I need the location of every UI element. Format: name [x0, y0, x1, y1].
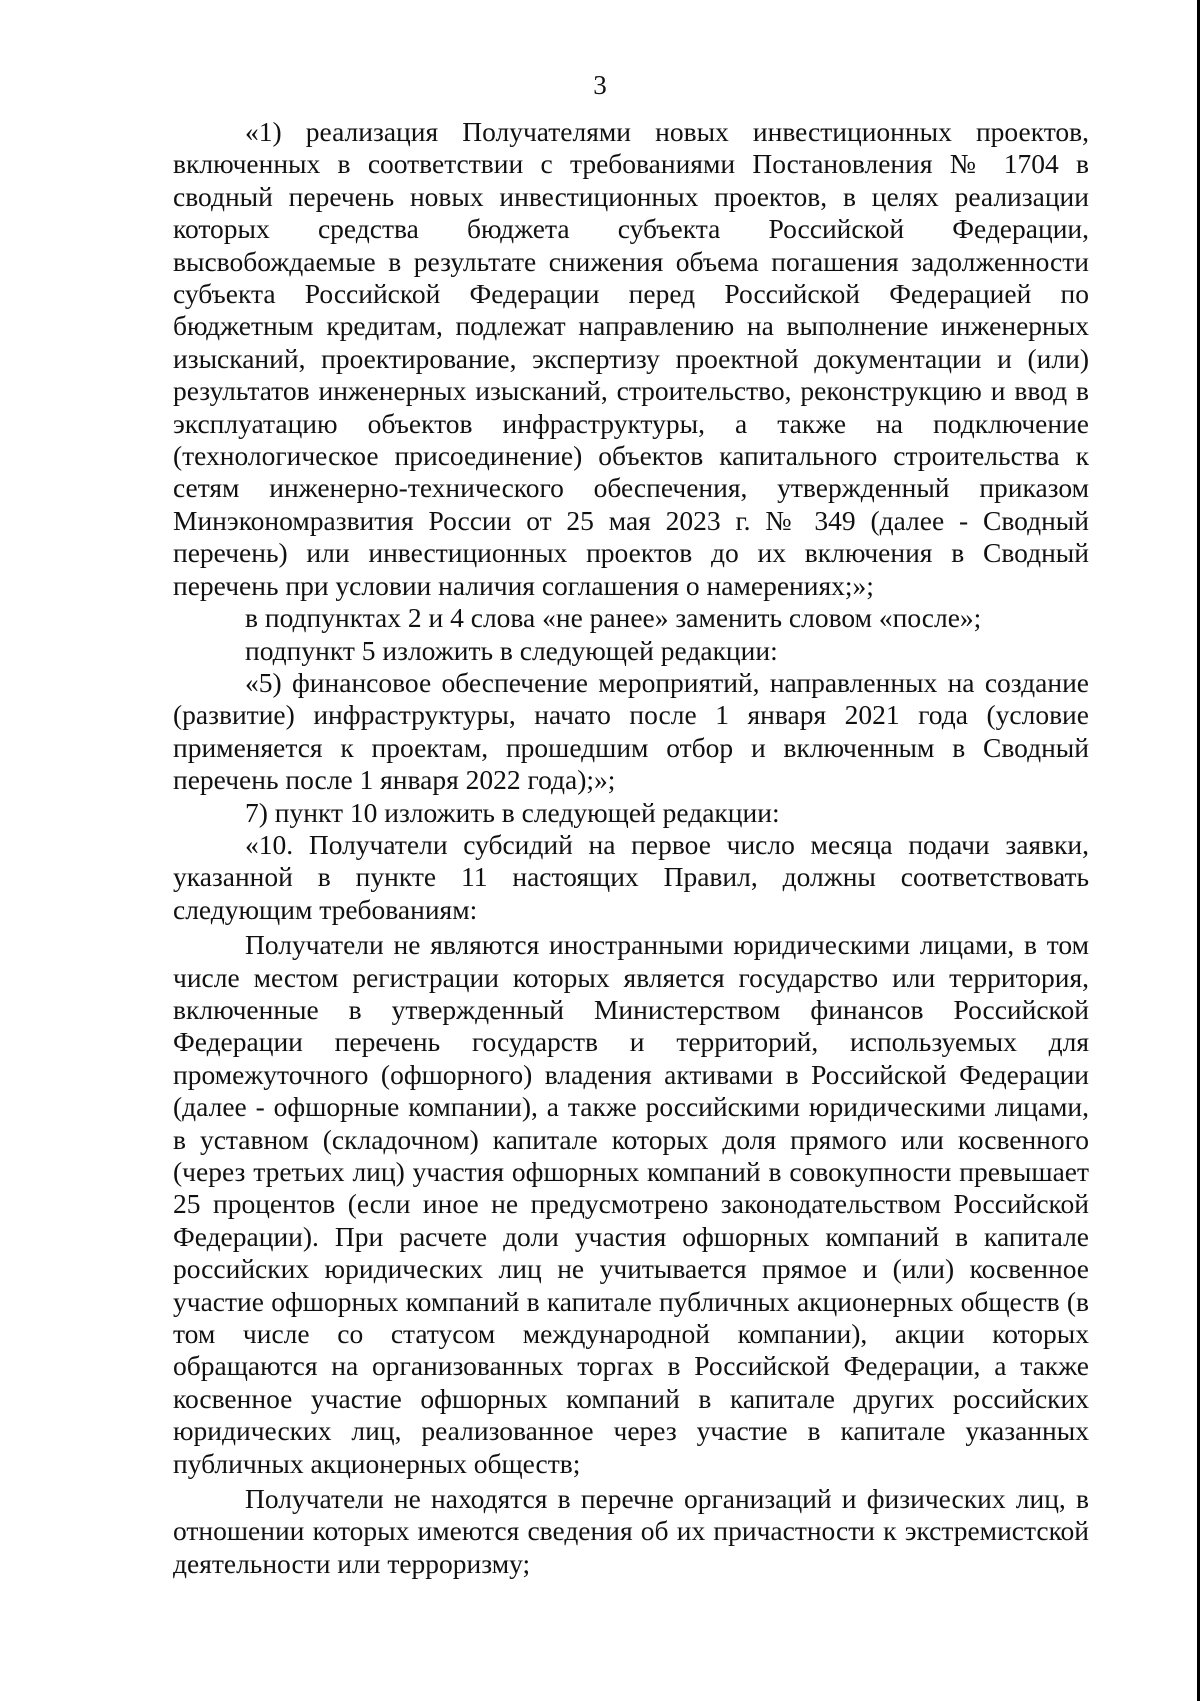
paragraph-point-10-intro: 7) пункт 10 изложить в следующей редакции:: [245, 796, 780, 828]
paragraph-subpoint-5-intro: подпункт 5 изложить в следующей редакции:: [245, 634, 778, 666]
paragraph-extremism-requirement: Получатели не находятся в перечне организаций и физических лиц, в отношении которых имеются сведения об их причастности к экстремистской деятельности или терроризму;: [173, 1483, 1089, 1579]
paragraph-subpoints-2-4: в подпунктах 2 и 4 слова «не ранее» заменить словом «после»;: [245, 602, 982, 634]
page-number: 3: [593, 70, 607, 100]
paragraph-subpoint-1: «1) реализация Получателями новых инвестиционных проектов, включенных в соответствии с требованиями Постановления № 1704 в сводный перечень новых инвестиционных проектов, в целях реализации которых средства бюджета субъекта Российской Федерации, высвобождаемые в результате снижения объема погашения задолженности субъекта Российской Федерации перед Российской Федерацией по бюджетным кредитам, подлежат направлению на выполнение инженерных изысканий, проектирование, экспертизу проектной документации и (или) результатов инженерных изысканий, строительство, реконструкцию и ввод в эксплуатацию объектов инфраструктуры, а также на подключение (технологическое присоединение) объектов капитального строительства к сетям инженерно-технического обеспечения, утвержденный приказом Минэкономразвития России от 25 мая 2023 г. № 349 (далее - Сводный перечень) или инвестиционных проектов до их включения в Сводный перечень при условии наличия соглашения о намерениях;»;: [173, 116, 1089, 601]
paragraph-offshore-requirement: Получатели не являются иностранными юридическими лицами, в том числе местом регистрации которых является государство или территория, включенные в утвержденный Министерством финансов Российской Федерации перечень государств и территорий, используемых для промежуточного (офшорного) владения активами в Российской Федерации (далее - офшорные компании), а также российскими юридическими лицами, в уставном (складочном) капитале которых доля прямого или косвенного (через третьих лиц) участия офшорных компаний в совокупности превышает 25 процентов (если иное не предусмотрено законодательством Российской Федерации). При расчете доли участия офшорных компаний в капитале российских юридических лиц не учитывается прямое и (или) косвенное участие офшорных компаний в капитале публичных акционерных обществ (в том числе со статусом международной компании), акции которых обращаются на организованных торгах в Российской Федерации, а также косвенное участие офшорных компаний в капитале других российских юридических лиц, реализованное через участие в капитале указанных публичных акционерных обществ;: [173, 929, 1089, 1479]
document-body: [173, 116, 1089, 1580]
paragraph-point-10: «10. Получатели субсидий на первое число месяца подачи заявки, указанной в пункте 11 настоящих Правил, должны соответствовать следующим требованиям:: [173, 828, 1089, 925]
paragraph-subpoint-5: «5) финансовое обеспечение мероприятий, направленных на создание (развитие) инфраструктуры, начато после 1 января 2021 года (условие применяется к проектам, прошедшим отбор и включенным в Сводный перечень после 1 января 2022 года);»;: [173, 666, 1089, 796]
